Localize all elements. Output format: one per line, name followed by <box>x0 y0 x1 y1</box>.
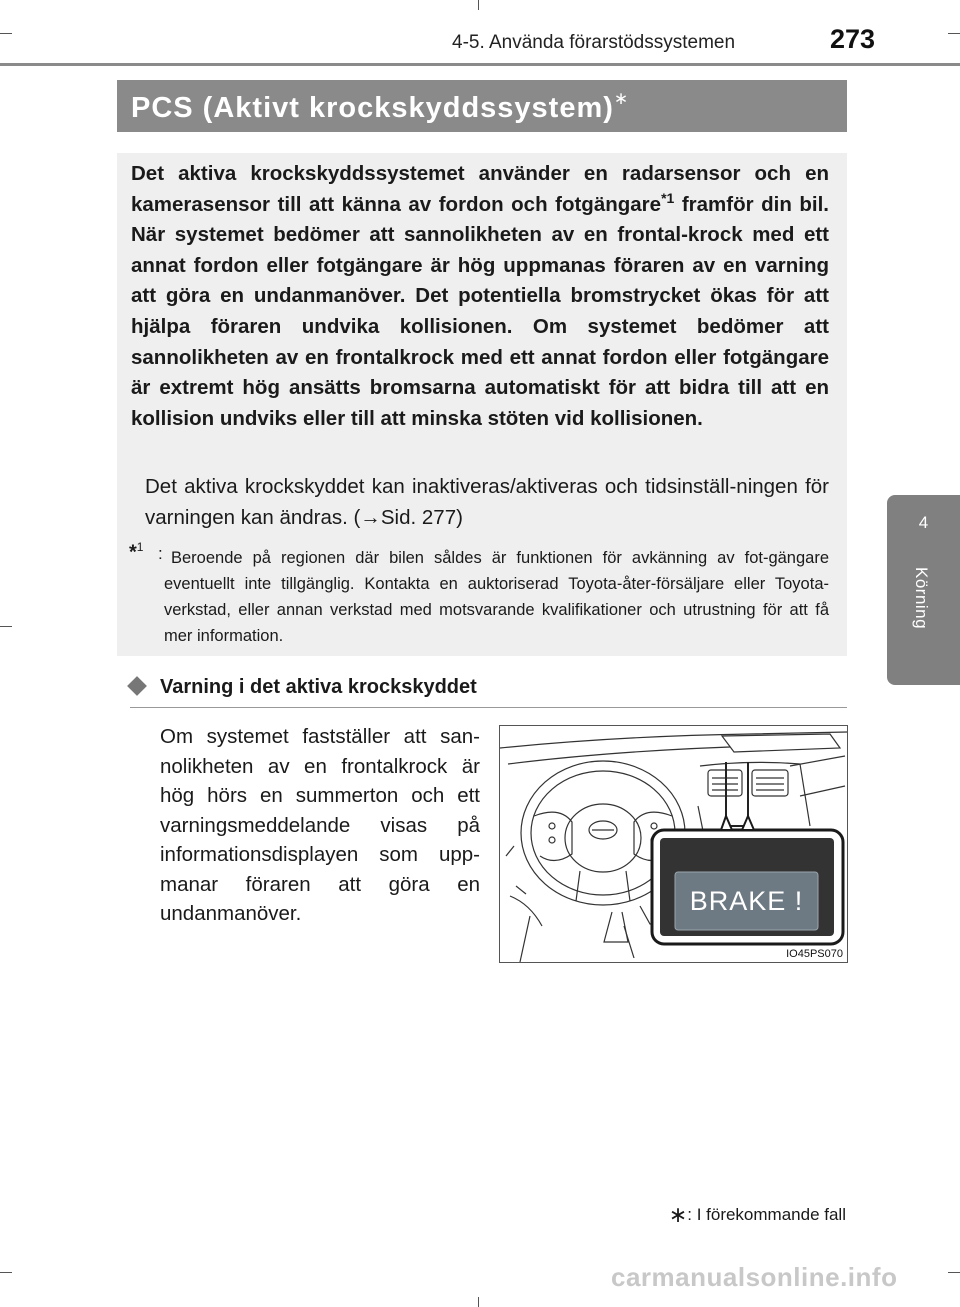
chapter-number: 4 <box>918 513 929 532</box>
crop-mark <box>948 33 960 34</box>
brake-warning-message: BRAKE ! <box>689 885 804 916</box>
crop-mark <box>478 0 479 10</box>
header-section: 4-5. Använda förarstödssystemen <box>452 32 736 53</box>
watermark: carmanualsonline.info <box>611 1262 898 1292</box>
footnote-asterisk: * <box>129 541 137 564</box>
intro-box <box>117 153 847 656</box>
page-title <box>131 89 629 125</box>
crop-mark <box>0 1272 12 1273</box>
crop-mark <box>0 626 12 627</box>
section-rule <box>130 707 847 708</box>
section-body: Om systemet fastställer att san-nolikheten av en frontalkrock är hög hörs en summerton och ett varningsmeddelande visas på informationsdisplayen som upp-manar föraren att göra en undanmanöver. <box>160 725 480 925</box>
availability-footnote <box>650 1202 846 1228</box>
crop-mark <box>0 33 12 34</box>
intro-text-2: framför din bil. När systemet bedömer att sannolikheten av en frontal-krock med ett annat fordon eller fotgängare är hög uppmanas föraren av en varning att göra en undanmanöver. Det potentiella bromstrycket ökas för att hjälpa föraren undvika kollisionen. Om systemet bedömer att sannolikheten av en frontalkrock med ett annat fordon eller fotgängare är extremt hög ansätts bromsarna automatiskt för att bidra till att en kollision undviks eller till att minska stöten vid kollisionen. <box>131 192 830 430</box>
chapter-label: Körning <box>912 567 931 630</box>
footnote-asterisk: ∗ <box>668 1202 688 1227</box>
footnote-marker <box>129 540 143 565</box>
figure-code: IO45PS070 <box>786 948 843 960</box>
diamond-bullet-icon <box>127 676 147 696</box>
settings-note: Det aktiva krockskyddet kan inaktiveras/aktiveras och tidsinställ-ningen för varningen kan ändras. (→Sid. 277) <box>145 475 829 529</box>
section-heading: Varning i det aktiva krockskyddet <box>160 676 477 698</box>
title-bar <box>117 80 847 132</box>
chapter-tab <box>887 495 960 685</box>
intro-paragraph <box>131 159 829 434</box>
footnote-colon: : <box>158 544 163 563</box>
page-title-text: PCS (Aktivt krockskyddssystem) <box>131 92 614 124</box>
crop-mark <box>478 1297 479 1307</box>
footnote-number: 1 <box>136 540 144 554</box>
intro-text-1: Det aktiva krockskyddssystemet använder en radarsensor och en kamerasensor till att känna av fordon och fotgängare <box>131 162 829 216</box>
footnote-text: : I förekommande fall <box>687 1205 846 1224</box>
title-asterisk-marker: ∗ <box>613 89 630 108</box>
crop-mark <box>948 1272 960 1273</box>
page-number: 273 <box>830 24 876 54</box>
header-rule <box>0 63 960 66</box>
footnote-ref: *1 <box>661 189 675 206</box>
illustration-dashboard <box>499 725 848 963</box>
footnote-text: Beroende på regionen där bilen såldes är funktionen för avkänning av fot-gängare eventuellt inte tillgänglig. Kontakta en auktoriserad Toyota-åter-försäljare eller Toyota-verkstad, eller annan verkstad med motsvarande kvalifikationer och utrustning för att få mer information. <box>164 549 829 645</box>
